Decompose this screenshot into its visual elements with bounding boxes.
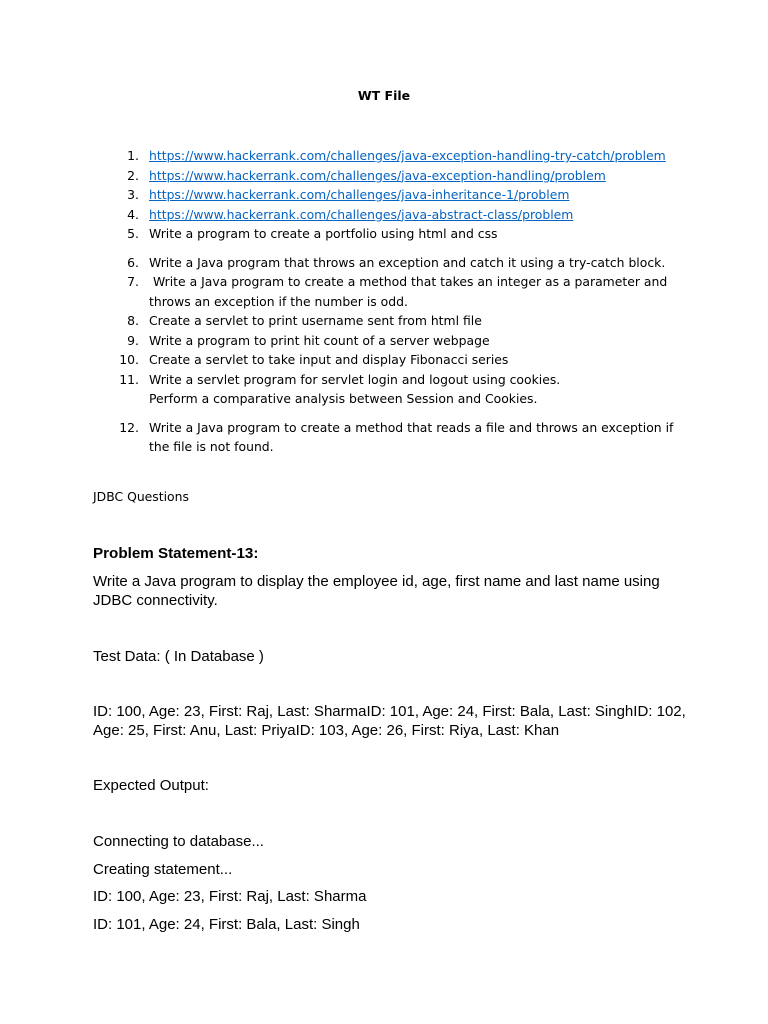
list-item bbox=[110, 272, 690, 311]
list-text: Write a Java program to create a method that reads a file and throws an exception if bbox=[149, 419, 674, 435]
output-line: Connecting to database... bbox=[93, 833, 264, 850]
list-text: Write a Java program that throws an exception and catch it using a try-catch block. bbox=[149, 254, 666, 270]
list-item bbox=[110, 370, 690, 409]
list-number: 3. bbox=[127, 187, 139, 202]
output-line: ID: 100, Age: 23, First: Raj, Last: Sharma bbox=[93, 888, 367, 905]
hackerrank-link[interactable]: https://www.hackerrank.com/challenges/java-inheritance-1/problem bbox=[149, 187, 570, 202]
list-text: Write a program to create a portfolio using html and css bbox=[149, 226, 498, 241]
list-number: 11. bbox=[119, 371, 139, 387]
list-item bbox=[110, 350, 690, 370]
list-text: Write a program to print hit count of a server webpage bbox=[149, 332, 490, 348]
test-data-text: ID: 100, Age: 23, First: Raj, Last: SharmaID: 101, Age: 24, First: Bala, Last: SinghID: 102, Age: 25, First: Anu, Last: PriyaID: 103, Age: 26, First: Riya, Last: Khan bbox=[93, 703, 686, 739]
expected-output-label: Expected Output: bbox=[93, 777, 209, 794]
list-text: Perform a comparative analysis between Session and Cookies. bbox=[149, 391, 538, 406]
list-item bbox=[110, 166, 690, 186]
output-line: ID: 101, Age: 24, First: Bala, Last: Singh bbox=[93, 916, 360, 933]
task-list bbox=[110, 146, 690, 457]
document-title: WT File bbox=[357, 88, 411, 103]
list-number: 10. bbox=[119, 352, 139, 367]
list-item bbox=[110, 331, 690, 351]
hackerrank-link[interactable]: https://www.hackerrank.com/challenges/java-exception-handling-try-catch/problem bbox=[149, 148, 666, 163]
list-text: Create a servlet to take input and display Fibonacci series bbox=[149, 352, 509, 367]
list-number: 1. bbox=[127, 148, 139, 163]
output-line: Creating statement... bbox=[93, 861, 233, 878]
list-text: Write a servlet program for servlet login and logout using cookies. bbox=[149, 371, 561, 387]
list-item bbox=[110, 311, 690, 331]
list-item bbox=[110, 418, 690, 457]
list-number: 7. bbox=[127, 274, 139, 289]
hackerrank-link[interactable]: https://www.hackerrank.com/challenges/java-abstract-class/problem bbox=[149, 206, 574, 222]
hackerrank-link[interactable]: https://www.hackerrank.com/challenges/java-exception-handling/problem bbox=[149, 167, 606, 183]
test-data-label: Test Data: ( In Database ) bbox=[93, 648, 264, 665]
list-number: 5. bbox=[127, 226, 139, 241]
list-number: 2. bbox=[127, 167, 139, 183]
list-number: 4. bbox=[127, 206, 139, 222]
list-number: 12. bbox=[119, 419, 139, 435]
jdbc-heading: JDBC Questions bbox=[93, 489, 189, 504]
problem-title: Problem Statement-13: bbox=[93, 545, 259, 562]
list-item bbox=[110, 224, 690, 244]
list-item bbox=[110, 146, 690, 166]
list-item bbox=[110, 185, 690, 205]
list-item bbox=[110, 205, 690, 225]
list-text: throws an exception if the number is odd. bbox=[149, 293, 408, 309]
list-number: 6. bbox=[127, 254, 139, 270]
list-text: the file is not found. bbox=[149, 439, 274, 454]
list-number: 9. bbox=[127, 332, 139, 348]
problem-description: Write a Java program to display the employee id, age, first name and last name using JDBC connectivity. bbox=[93, 573, 660, 609]
list-text: Create a servlet to print username sent from html file bbox=[149, 313, 482, 328]
list-item bbox=[110, 253, 690, 273]
list-number: 8. bbox=[127, 313, 139, 328]
list-text: Write a Java program to create a method that takes an integer as a parameter and bbox=[149, 274, 668, 289]
